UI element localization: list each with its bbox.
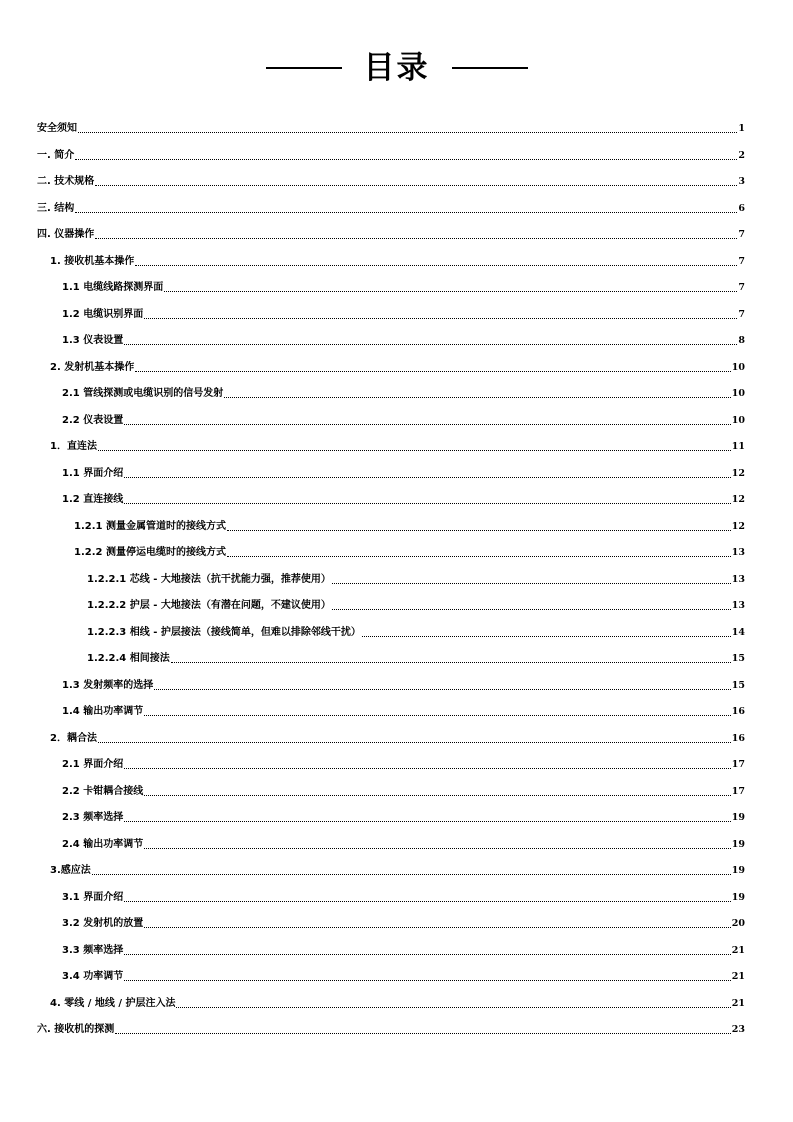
toc-entry[interactable] [62,408,745,428]
toc-dot-leader [135,265,737,266]
toc-dot-leader [224,397,731,398]
toc-dot-leader [95,185,737,186]
toc-entry-label: 二. 技术规格 [37,176,95,187]
toc-entry-page-number: 10 [731,414,745,426]
toc-entry-page-number: 20 [731,918,745,929]
toc-entry-page-number: 7 [738,282,745,293]
toc-entry[interactable] [87,593,745,613]
toc-entry-label: 1.2.2.4 相间接法 [87,653,170,664]
toc-dot-leader [98,742,731,743]
toc-entry[interactable] [62,381,745,401]
toc-entry-label: 2. 发射机基本操作 [50,361,135,373]
toc-entry[interactable] [62,673,745,693]
toc-dot-leader [144,848,731,849]
toc-entry[interactable] [37,196,745,216]
title-left-rule [266,67,342,69]
toc-entry-page-number: 21 [731,944,745,956]
toc-entry[interactable] [37,1017,745,1037]
toc-dot-leader [95,238,737,239]
toc-dot-leader [75,159,737,160]
toc-entry[interactable] [87,567,745,587]
toc-entry-label: 1.2.2.3 相线 - 护层接法（接线简单，但难以排除邻线干扰） [87,626,361,638]
toc-entry-page-number: 19 [731,812,745,823]
toc-entry-page-number: 13 [731,547,745,558]
toc-entry-label: 2.2 仪表设置 [62,414,124,426]
toc-dot-leader [135,371,731,372]
toc-dot-leader [171,662,731,663]
toc-entry-page-number: 7 [738,229,745,240]
toc-entry-page-number: 12 [731,520,745,532]
toc-entry-page-number: 13 [731,573,745,585]
toc-entry[interactable] [62,832,745,852]
toc-entry-page-number: 17 [731,785,745,797]
toc-entry-page-number: 16 [731,732,745,744]
toc-entry-page-number: 19 [731,865,745,876]
toc-dot-leader [124,477,731,478]
toc-entry[interactable] [62,275,745,295]
toc-entry-label: 安全须知 [37,123,77,134]
toc-dot-leader [144,927,731,928]
toc-entry[interactable] [62,302,745,322]
toc-dot-leader [332,583,731,584]
toc-entry-label: 1.2 电缆识别界面 [62,308,144,320]
toc-entry-page-number: 12 [731,467,745,479]
toc-entry-page-number: 17 [731,759,745,770]
toc-entry-page-number: 14 [731,626,745,638]
toc-entry-page-number: 15 [731,679,745,691]
toc-entry[interactable] [37,143,745,163]
toc-entry-page-number: 19 [731,838,745,850]
toc-entry[interactable] [50,249,745,269]
toc-dot-leader [144,795,731,796]
toc-entry-label: 四. 仪器操作 [37,229,95,240]
toc-entry[interactable] [50,434,745,454]
toc-entry-label: 1.2.1 测量金属管道时的接线方式 [74,520,226,532]
toc-dot-leader [124,424,731,425]
toc-entry[interactable] [74,540,745,560]
toc-dot-leader [124,344,737,345]
toc-entry-label: 1.1 电缆线路探测界面 [62,282,164,293]
toc-entry-page-number: 11 [731,441,745,452]
toc-entry-label: 1.4 输出功率调节 [62,706,144,717]
toc-entry[interactable] [62,461,745,481]
toc-entry-label: 2.1 界面介绍 [62,759,124,770]
toc-entry-label: 3.1 界面介绍 [62,891,124,903]
toc-entry[interactable] [50,726,745,746]
toc-entry[interactable] [62,328,745,348]
toc-entry-label: 1.2.2.2 护层 - 大地接法（有潜在问题，不建议使用） [87,600,331,611]
toc-dot-leader [124,901,731,902]
toc-dot-leader [124,980,731,981]
toc-entry-page-number: 15 [731,653,745,664]
title-right-rule [452,67,528,69]
toc-entry[interactable] [50,991,745,1011]
toc-dot-leader [332,609,731,610]
toc-dot-leader [154,689,731,690]
toc-dot-leader [124,768,731,769]
toc-entry-label: 2.1 管线探测或电缆识别的信号发射 [62,388,224,399]
toc-entry-label: 1.2.2 测量停运电缆时的接线方式 [74,547,226,558]
toc-entry-page-number: 10 [731,388,745,399]
toc-header [0,48,793,88]
toc-dot-leader [124,954,731,955]
toc-entry[interactable] [87,646,745,666]
toc-dot-leader [124,503,731,504]
toc-entry[interactable] [37,222,745,242]
toc-entry[interactable] [62,911,745,931]
toc-entry-page-number: 16 [731,706,745,717]
toc-entry-label: 3.2 发射机的放置 [62,918,144,929]
toc-entry-label: 1. 接收机基本操作 [50,255,135,267]
toc-entry[interactable] [62,885,745,905]
toc-entry[interactable] [62,938,745,958]
toc-dot-leader [92,874,731,875]
toc-dot-leader [144,715,731,716]
toc-entry[interactable] [62,487,745,507]
toc-entry-page-number: 21 [731,971,745,982]
toc-entry-page-number: 7 [738,308,745,320]
toc-entry[interactable] [62,779,745,799]
toc-dot-leader [144,318,737,319]
toc-dot-leader [75,212,737,213]
page-title: 目录 [363,50,430,86]
toc-entry-page-number: 10 [731,361,745,373]
toc-dot-leader [227,556,731,557]
toc-dot-leader [176,1007,730,1008]
toc-dot-leader [115,1033,730,1034]
toc-entry-page-number: 12 [731,494,745,505]
toc-entry-page-number: 7 [738,255,745,267]
toc-entry-page-number: 3 [738,176,745,187]
toc-entry-label: 1.3 发射频率的选择 [62,679,154,691]
toc-entry-page-number: 2 [738,149,745,161]
toc-entry-label: 3.感应法 [50,865,91,876]
toc-entry[interactable] [50,858,745,878]
toc-dot-leader [98,450,731,451]
toc-entry[interactable] [62,964,745,984]
toc-entry[interactable] [62,752,745,772]
toc-entry-label: 2.4 输出功率调节 [62,838,144,850]
toc-dot-leader [78,132,737,133]
toc-entry[interactable] [50,355,745,375]
toc-entry-label: 2．耦合法 [50,732,97,744]
toc-entry-label: 三. 结构 [37,202,75,214]
toc-entry[interactable] [74,514,745,534]
toc-entry-label: 1.2 直连接线 [62,494,124,505]
toc-entry-page-number: 13 [731,600,745,611]
toc-dot-leader [164,291,737,292]
toc-dot-leader [362,636,731,637]
toc-entry-label: 一. 简介 [37,149,75,161]
toc-entry[interactable] [62,805,745,825]
toc-entry[interactable] [87,620,745,640]
toc-entry-page-number: 21 [731,997,745,1009]
toc-entry-label: 3.4 功率调节 [62,971,124,982]
toc-entry-label: 1.2.2.1 芯线 - 大地接法（抗干扰能力强，推荐使用） [87,573,331,585]
toc-dot-leader [227,530,731,531]
toc-entry[interactable] [37,116,745,136]
toc-entry-page-number: 8 [738,335,745,346]
toc-entry-page-number: 6 [738,202,745,214]
toc-entry-label: 1.1 界面介绍 [62,467,124,479]
toc-entry[interactable] [62,699,745,719]
toc-entry-label: 1.3 仪表设置 [62,335,124,346]
toc-entry-label: 1．直连法 [50,441,97,452]
toc-entry-label: 六. 接收机的探测 [37,1024,115,1035]
toc-entry-page-number: 19 [731,891,745,903]
toc-entry-label: 2.2 卡钳耦合接线 [62,785,144,797]
toc-entry-label: 4. 零线 / 地线 / 护层注入法 [50,997,176,1009]
toc-entry-label: 3.3 频率选择 [62,944,124,956]
toc-entry-page-number: 23 [731,1024,745,1035]
toc-entry-page-number: 1 [738,123,745,134]
toc-entry[interactable] [37,169,745,189]
toc-dot-leader [124,821,731,822]
toc-entry-label: 2.3 频率选择 [62,812,124,823]
